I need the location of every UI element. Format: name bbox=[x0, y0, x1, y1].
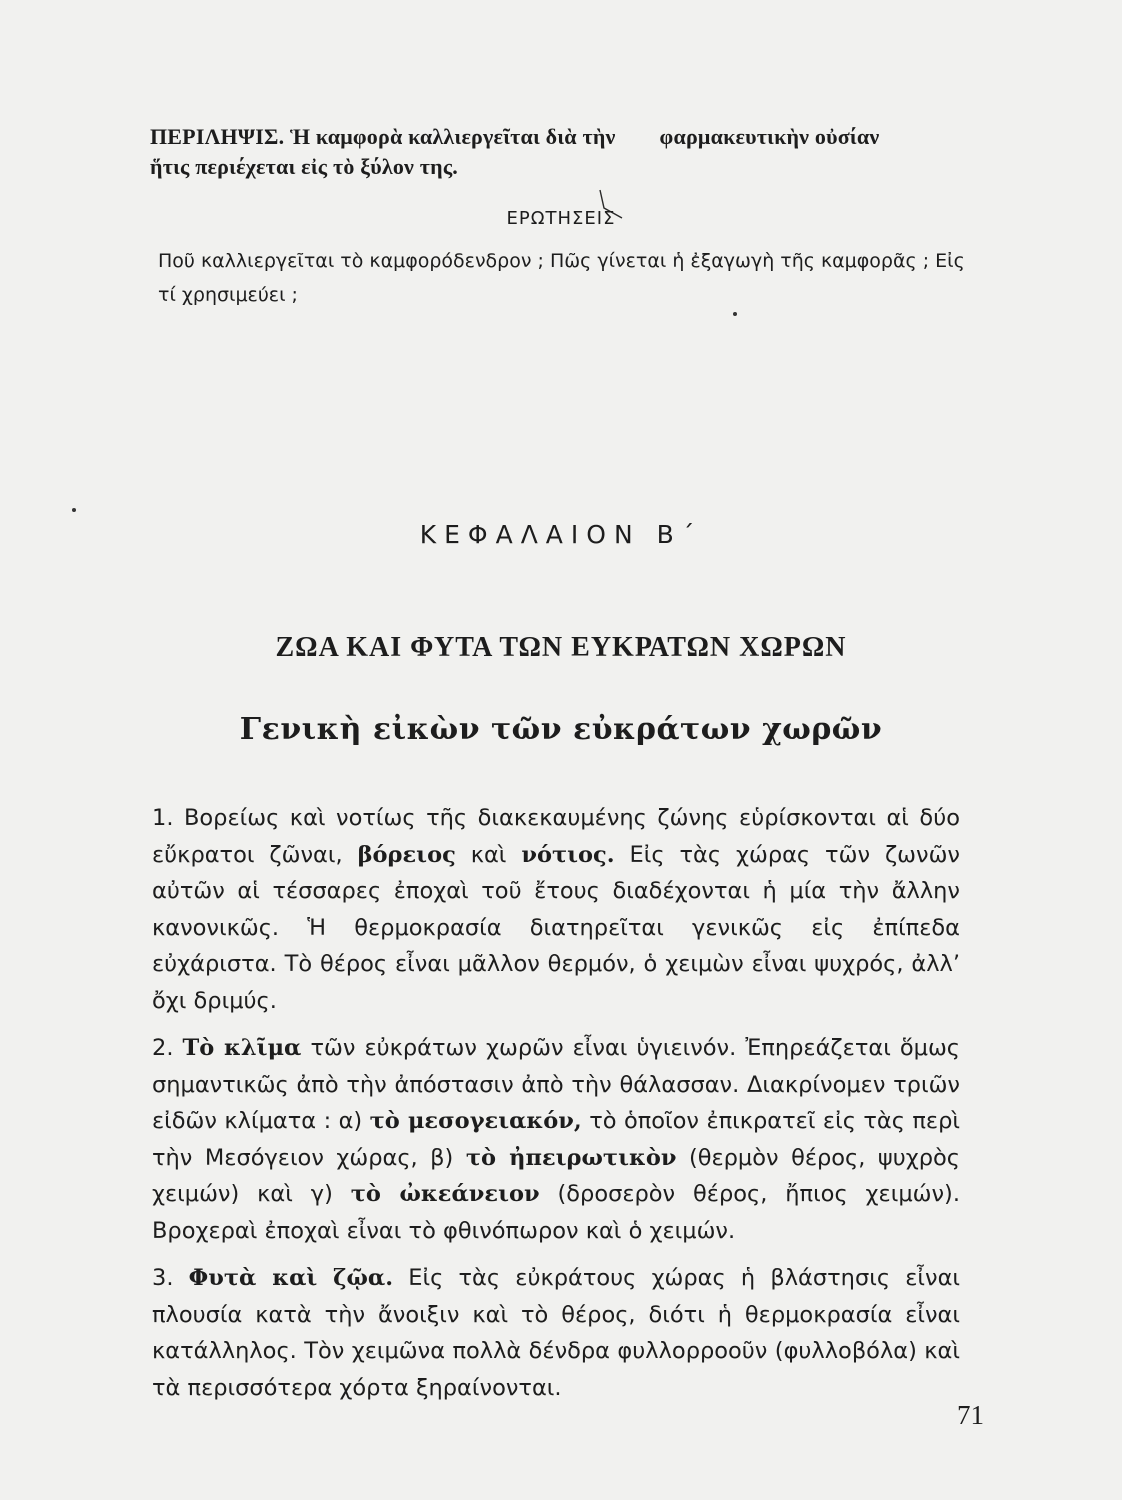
paragraph-2-text-c: (θερμὸν θέρος, ψυχρὸς χειμών) καὶ γ) bbox=[152, 1144, 961, 1207]
paragraph-2-number: 2. bbox=[152, 1035, 174, 1061]
paragraph-1-text-c: Εἰς τὰς χώρας τῶν ζωνῶν αὐτῶν αἱ τέσσαρες ἐποχαὶ τοῦ ἔτους διαδέχονται ἡ μία τὴν ἄλλην κανονικῶς. Ἡ θερμοκρασία διατηρεῖται γενικῶς εἰς ἐπίπεδα εὐχάριστα. Τὸ θέρος εἶναι μᾶλλον θερμόν, ὁ χειμὼν εἶναι ψυχρός, ἀλλ’ ὄχι δριμύς. bbox=[152, 841, 961, 1014]
section-subtitle: Γενικὴ εἰκὼν τῶν εὐκράτων χωρῶν bbox=[239, 712, 883, 747]
term-notios: νότιος. bbox=[521, 841, 615, 868]
section-title: ΖΩΑ ΚΑΙ ΦΥΤΑ ΤΩΝ ΕΥΚΡΑΤΩΝ ΧΩΡΩΝ bbox=[275, 632, 847, 663]
summary-line1-b: φαρμακευτικὴν οὐσίαν bbox=[659, 124, 880, 149]
term-boreios: βόρειος bbox=[357, 841, 456, 868]
paragraph-3-text: Εἰς τὰς εὐκράτους χώρας ἡ βλάστησις εἶναι πλουσία κατὰ τὴν ἄνοιξιν καὶ τὸ θέρος, διότι ἡ θερμοκρασία εἶναι κατάλληλος. Τὸν χειμῶνα πολλὰ δένδρα φυλλορροοῦν (φυλλοβόλα) καὶ τὰ περισσότερα χόρτα ξηραίνονται. bbox=[152, 1265, 961, 1401]
questions-heading: ΕΡΩΤΗΣΕΙΣ bbox=[506, 208, 616, 229]
paragraph-1 bbox=[152, 800, 960, 1019]
paragraph-2-text-b: τὸ ὁποῖον ἐπικρατεῖ εἰς τὰς περὶ τὴν Μεσόγειον χώρας, β) bbox=[152, 1108, 960, 1171]
body-text bbox=[152, 800, 960, 1417]
paragraph-2-text-a: τῶν εὐκράτων χωρῶν εἶναι ὑγιεινόν. Ἐπηρεάζεται ὅμως σημαντικῶς ἀπὸ τὴν ἀπόστασιν ἀπὸ τὴν θάλασσαν. Διακρίνομεν τριῶν εἰδῶν κλίματα : α) bbox=[152, 1035, 961, 1134]
page-number: 71 bbox=[957, 1400, 984, 1430]
term-ipeirotikon: τὸ ἠπειρωτικὸν bbox=[465, 1144, 677, 1171]
term-mesogeiakon: τὸ μεσογειακόν, bbox=[369, 1108, 582, 1134]
ink-speck bbox=[733, 312, 737, 316]
term-okeaneion: τὸ ὠκεάνειον bbox=[350, 1181, 540, 1207]
paragraph-2-text-d: (δροσερὸν θέρος, ἤπιος χειμών). Βροχεραὶ ἐποχαὶ εἶναι τὸ φθινόπωρον καὶ ὁ χειμών. bbox=[152, 1181, 960, 1244]
paragraph-3 bbox=[152, 1260, 960, 1406]
term-klima: Τὸ κλῖμα bbox=[182, 1035, 302, 1061]
paragraph-1-text-a: 1. Βορείως καὶ νοτίως τῆς διακεκαυμένης ζώνης εὑρίσκονται αἱ δύο εὔκρατοι ζῶναι, bbox=[152, 805, 960, 868]
term-phyta-kai-zoa: Φυτὰ καὶ ζῷα. bbox=[188, 1265, 394, 1291]
ink-speck bbox=[72, 508, 76, 512]
paragraph-1-text-b: καὶ bbox=[470, 841, 507, 868]
chapter-label: ΚΕΦΑΛΑΙΟΝ Β΄ bbox=[419, 520, 703, 549]
questions-text: Ποῦ καλλιεργεῖται τὸ καμφορόδενδρον ; Πῶς γίνεται ἡ ἐξαγωγὴ τῆς καμφορᾶς ; Εἰς τί χρησιμεύει ; bbox=[158, 250, 965, 306]
summary-line1-a: ΠΕΡΙΛΗΨΙΣ. Ἡ καμφορὰ καλλιεργεῖται διὰ τὴν bbox=[150, 124, 616, 149]
summary-block bbox=[150, 122, 970, 182]
paragraph-3-number: 3. bbox=[152, 1265, 174, 1291]
paragraph-2 bbox=[152, 1030, 960, 1249]
summary-line2: ἥτις περιέχεται εἰς τὸ ξύλον της. bbox=[150, 154, 459, 179]
